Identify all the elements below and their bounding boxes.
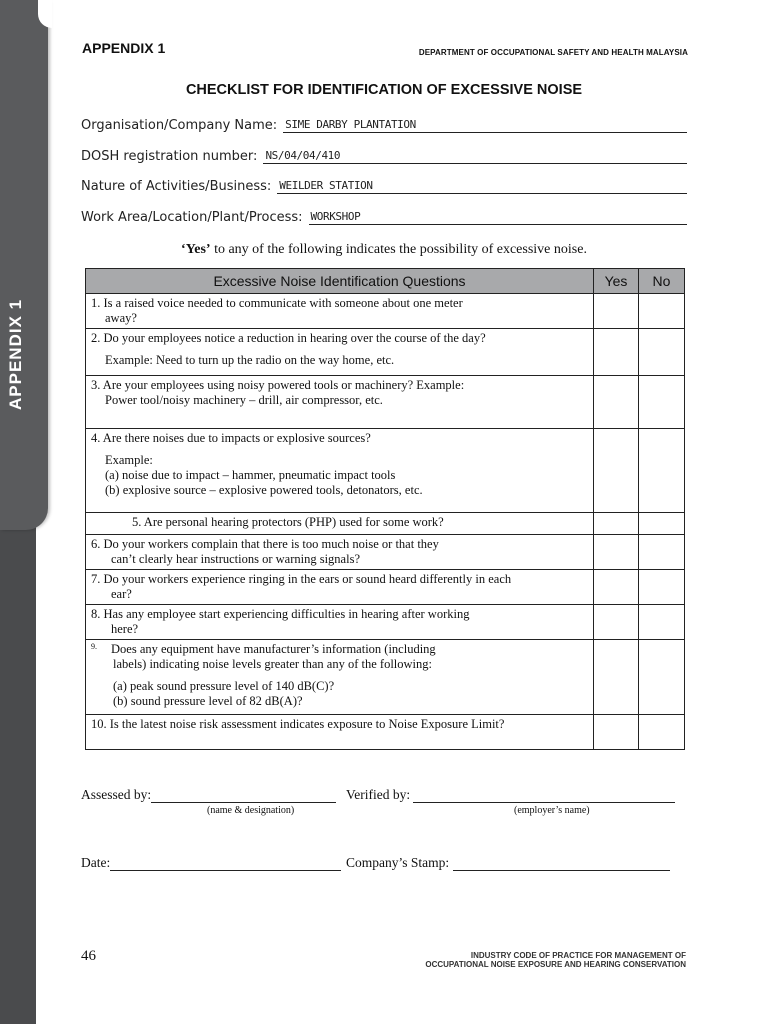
yes-checkbox-9[interactable] bbox=[594, 640, 639, 715]
nature-field bbox=[81, 174, 687, 194]
nature-value: WEILDER STATION bbox=[277, 179, 687, 194]
table-row bbox=[86, 535, 685, 570]
footer-line-2: OCCUPATIONAL NOISE EXPOSURE AND HEARING CONSERVATION bbox=[425, 960, 686, 969]
header-question: Excessive Noise Identification Questions bbox=[86, 269, 594, 294]
organisation-field bbox=[81, 113, 687, 133]
question-2: 2. Do your employees notice a reduction in hearing over the course of the day? Example: Need to turn up the radio on the way home, etc. bbox=[86, 329, 594, 376]
note-text: to any of the following indicates the possibility of excessive noise. bbox=[210, 242, 587, 257]
company-stamp-line[interactable] bbox=[453, 857, 670, 871]
header-yes: Yes bbox=[594, 269, 639, 294]
nature-label: Nature of Activities/Business: bbox=[81, 179, 272, 194]
work-area-field bbox=[81, 205, 687, 225]
header-no: No bbox=[639, 269, 685, 294]
date-field bbox=[81, 855, 341, 871]
footer-line-1: INDUSTRY CODE OF PRACTICE FOR MANAGEMENT OF bbox=[470, 951, 686, 960]
yes-checkbox-2[interactable] bbox=[594, 329, 639, 376]
instruction-note bbox=[82, 242, 686, 258]
no-checkbox-10[interactable] bbox=[639, 715, 685, 750]
work-area-value: WORKSHOP bbox=[309, 210, 687, 225]
no-checkbox-2[interactable] bbox=[639, 329, 685, 376]
page-title: CHECKLIST FOR IDENTIFICATION OF EXCESSIVE NOISE bbox=[185, 82, 583, 98]
date-label: Date: bbox=[81, 855, 111, 870]
no-checkbox-4[interactable] bbox=[639, 429, 685, 513]
company-stamp-field bbox=[346, 855, 670, 871]
note-yes: ‘Yes’ bbox=[181, 242, 211, 257]
dosh-field bbox=[81, 144, 687, 164]
question-5: 5. Are personal hearing protectors (PHP) used for some work? bbox=[86, 513, 594, 535]
table-row bbox=[86, 376, 685, 429]
question-7: 7. Do your workers experience ringing in the ears or sound heard differently in each ear? bbox=[86, 570, 594, 605]
assessed-by-caption: (name & designation) bbox=[207, 805, 295, 816]
dosh-label: DOSH registration number: bbox=[81, 149, 258, 164]
side-tab-label: APPENDIX 1 bbox=[6, 298, 25, 410]
noise-checklist-table bbox=[85, 268, 685, 750]
question-6: 6. Do your workers complain that there is too much noise or that they can’t clearly hear instructions or warning signals? bbox=[86, 535, 594, 570]
footer-text bbox=[425, 951, 686, 969]
yes-checkbox-7[interactable] bbox=[594, 570, 639, 605]
table-row bbox=[86, 640, 685, 715]
question-1: 1. Is a raised voice needed to communicate with someone about one meter away? bbox=[86, 294, 594, 329]
question-4: 4. Are there noises due to impacts or explosive sources? Example: (a) noise due to impact – hammer, pneumatic impact tools (b) explosive source – explosive powered tools, detonators, etc. bbox=[86, 429, 594, 513]
yes-checkbox-5[interactable] bbox=[594, 513, 639, 535]
yes-checkbox-8[interactable] bbox=[594, 605, 639, 640]
verified-by-caption: (employer’s name) bbox=[514, 805, 590, 816]
question-9: 9. Does any equipment have manufacturer’s information (including labels) indicating noise levels greater than any of the following: (a) peak sound pressure level of 140 dB(C)? (b) sound pressure level of 82 dB(A)? bbox=[86, 640, 594, 715]
assessed-by-line[interactable] bbox=[151, 789, 336, 803]
company-stamp-label: Company’s Stamp: bbox=[346, 855, 450, 870]
yes-checkbox-10[interactable] bbox=[594, 715, 639, 750]
page-number: 46 bbox=[81, 948, 96, 964]
date-line[interactable] bbox=[110, 857, 341, 871]
table-row bbox=[86, 329, 685, 376]
verified-by-field bbox=[346, 787, 675, 803]
table-row bbox=[86, 570, 685, 605]
question-10: 10. Is the latest noise risk assessment indicates exposure to Noise Exposure Limit? bbox=[86, 715, 594, 750]
assessed-by-field bbox=[81, 787, 336, 803]
question-3: 3. Are your employees using noisy powered tools or machinery? Example: Power tool/noisy machinery – drill, air compressor, etc. bbox=[86, 376, 594, 429]
dosh-value: NS/04/04/410 bbox=[263, 149, 687, 164]
yes-checkbox-3[interactable] bbox=[594, 376, 639, 429]
appendix-heading: APPENDIX 1 bbox=[82, 40, 166, 56]
no-checkbox-3[interactable] bbox=[639, 376, 685, 429]
no-checkbox-8[interactable] bbox=[639, 605, 685, 640]
table-row bbox=[86, 294, 685, 329]
no-checkbox-1[interactable] bbox=[639, 294, 685, 329]
yes-checkbox-6[interactable] bbox=[594, 535, 639, 570]
no-checkbox-6[interactable] bbox=[639, 535, 685, 570]
table-row bbox=[86, 715, 685, 750]
table-row bbox=[86, 513, 685, 535]
organisation-value: SIME DARBY PLANTATION bbox=[283, 118, 687, 133]
assessed-by-label: Assessed by: bbox=[81, 787, 152, 802]
work-area-label: Work Area/Location/Plant/Process: bbox=[81, 210, 303, 225]
yes-checkbox-1[interactable] bbox=[594, 294, 639, 329]
yes-checkbox-4[interactable] bbox=[594, 429, 639, 513]
question-8: 8. Has any employee start experiencing difficulties in hearing after working here? bbox=[86, 605, 594, 640]
organisation-label: Organisation/Company Name: bbox=[81, 118, 278, 133]
table-row bbox=[86, 429, 685, 513]
no-checkbox-5[interactable] bbox=[639, 513, 685, 535]
department-heading: DEPARTMENT OF OCCUPATIONAL SAFETY AND HEALTH MALAYSIA bbox=[418, 48, 688, 57]
no-checkbox-9[interactable] bbox=[639, 640, 685, 715]
no-checkbox-7[interactable] bbox=[639, 570, 685, 605]
table-row bbox=[86, 605, 685, 640]
verified-by-label: Verified by: bbox=[346, 787, 411, 802]
verified-by-line[interactable] bbox=[413, 789, 675, 803]
side-tab-strip bbox=[0, 0, 46, 1024]
